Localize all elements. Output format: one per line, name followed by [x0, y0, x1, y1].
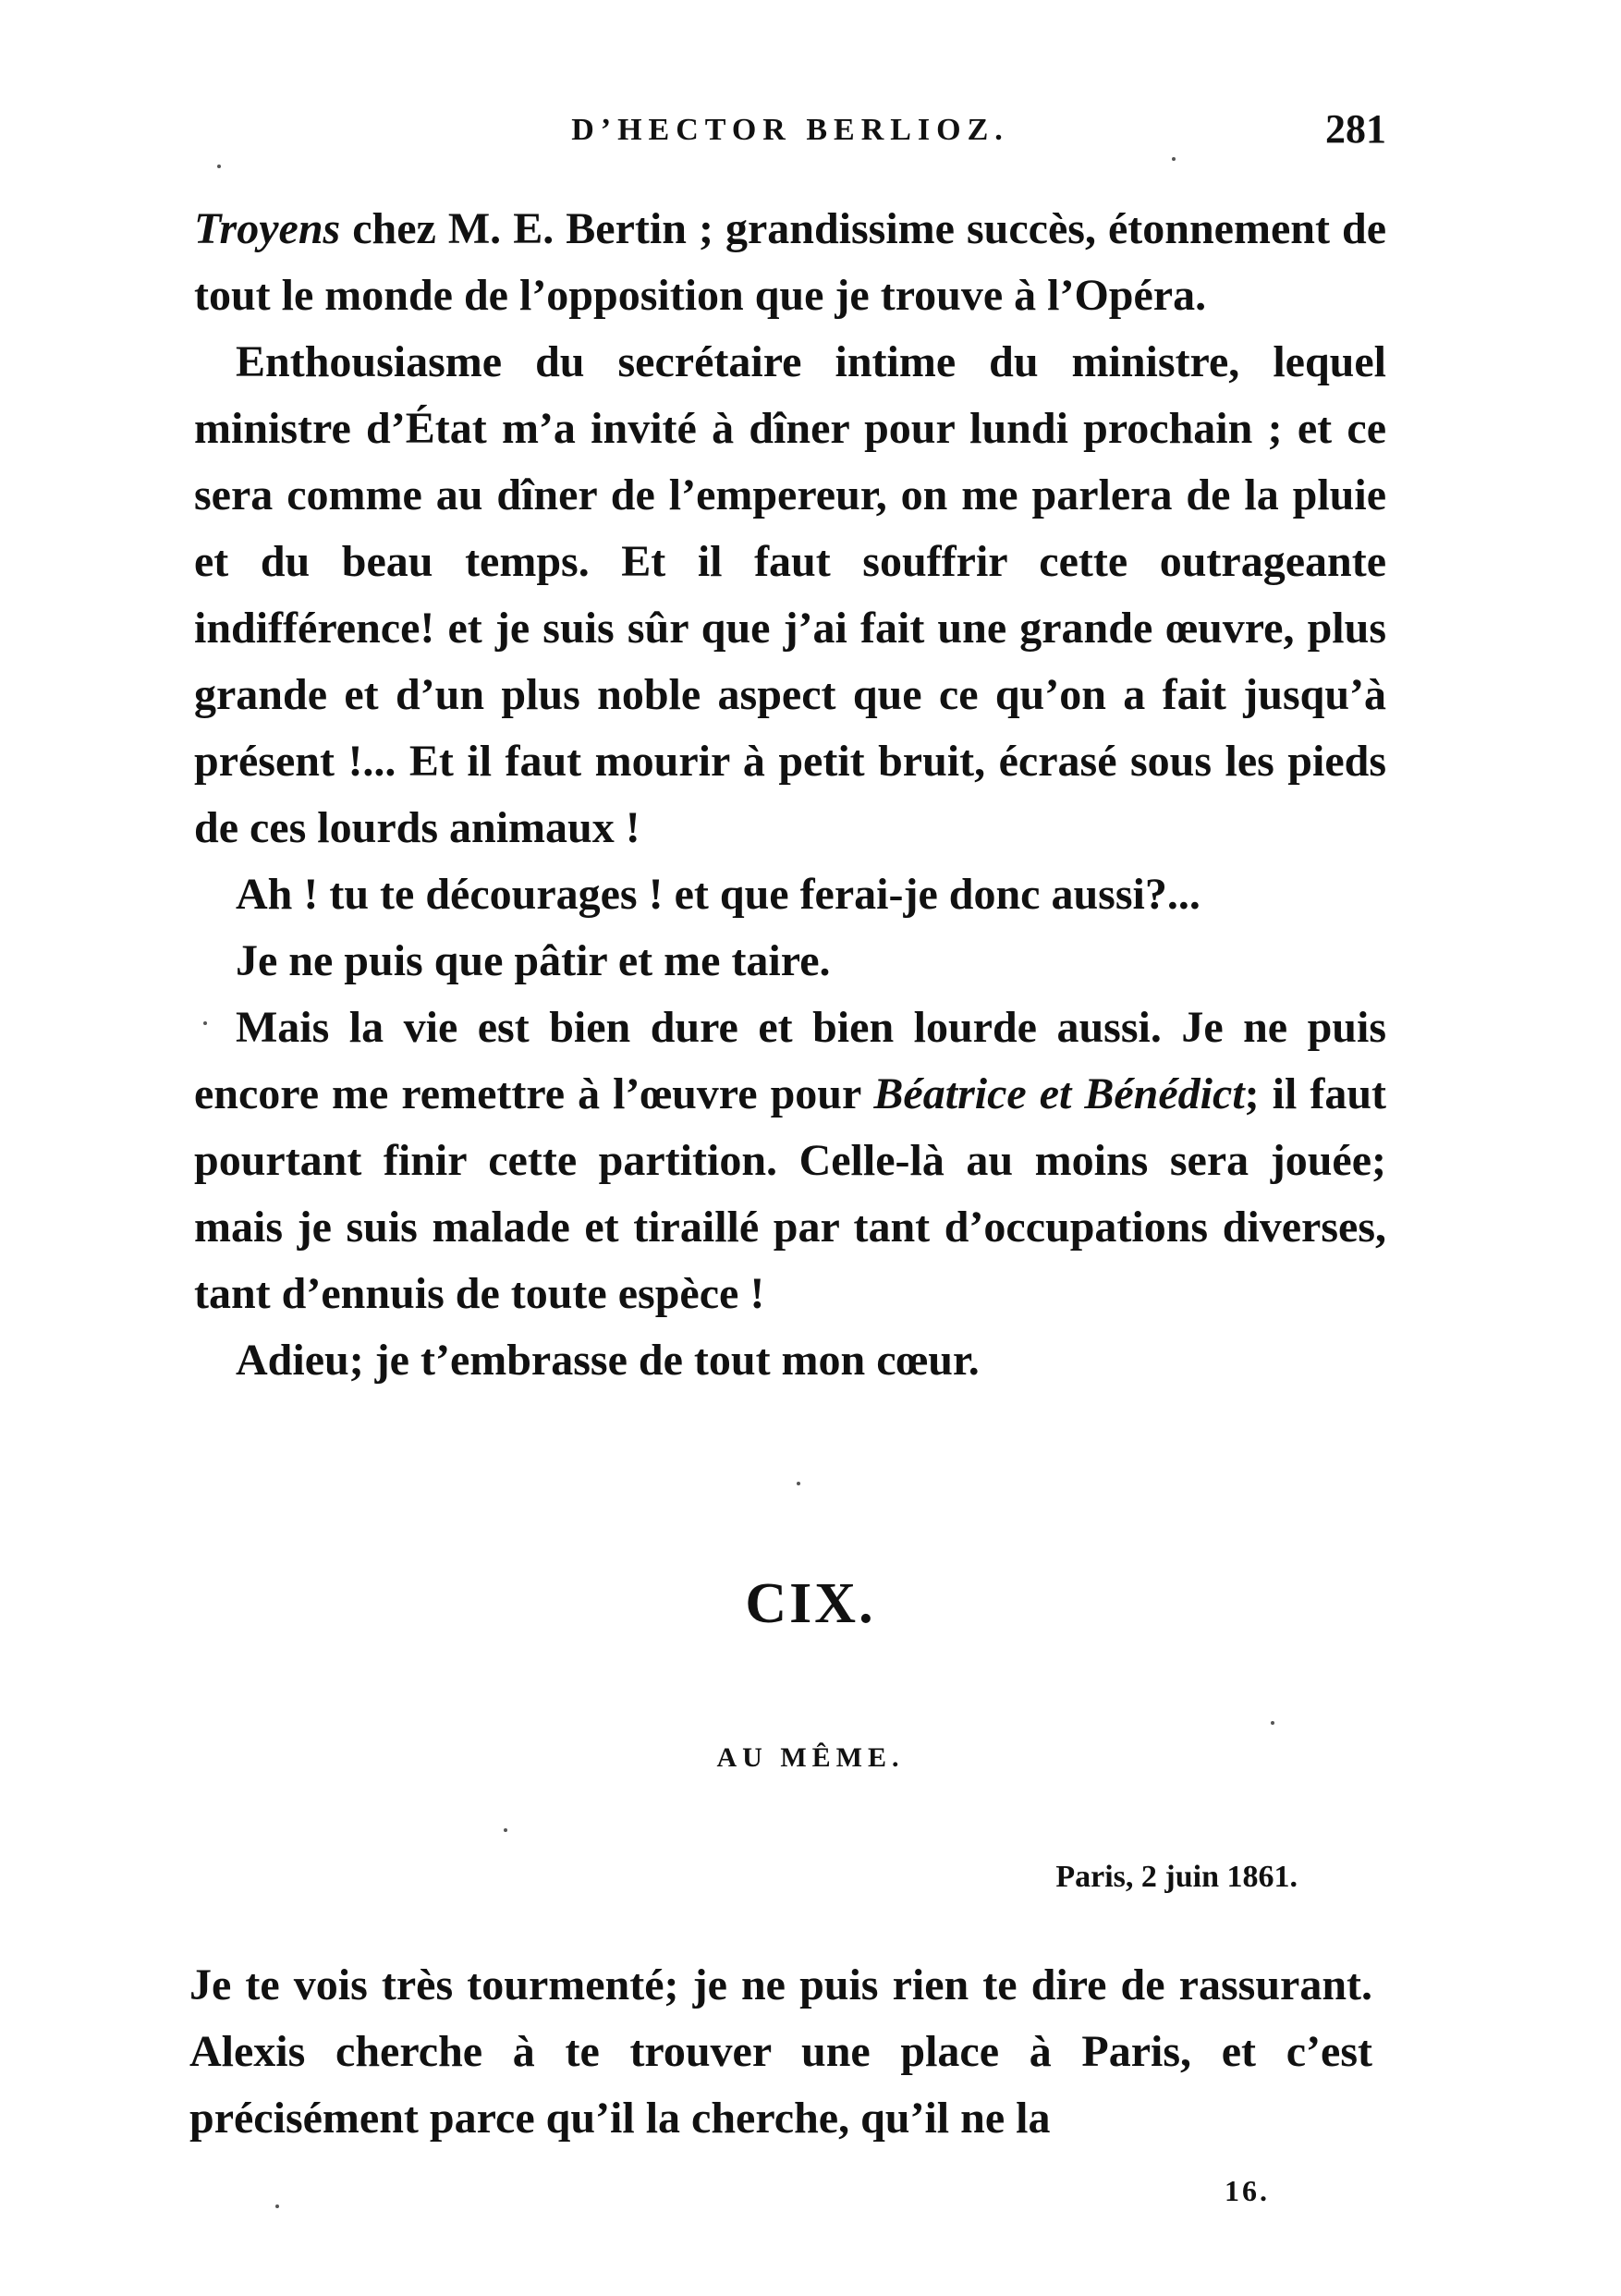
opera-title-troyens: Troyens [194, 204, 341, 253]
closing-line: Adieu; je t’embrasse de tout mon cœur. [236, 1336, 980, 1385]
print-speck [1271, 1721, 1274, 1725]
running-head [194, 102, 1386, 157]
letter-dateline: Paris, 2 juin 1861. [1055, 1860, 1298, 1894]
signature-mark: 16. [1225, 2174, 1270, 2207]
opera-title-beatrice: Béatrice et Bénédict [873, 1069, 1245, 1118]
print-speck [797, 1482, 800, 1485]
verse-line: Je ne puis que pâtir et me taire. [236, 936, 831, 985]
continued-letter-text [194, 196, 1386, 1394]
print-speck [217, 165, 221, 168]
paragraph-text: ; il faut pourtant finir cette partition. Celle-là au moins sera jouée; mais je suis malade et tiraillé par tant d’occupations diverses, tant d’ennuis de toute espèce ! [194, 1069, 1387, 1318]
running-title: D’HECTOR BERLIOZ. [571, 113, 1009, 147]
print-speck [203, 1021, 207, 1025]
paragraph [194, 196, 1386, 329]
print-speck [275, 2204, 279, 2208]
print-speck [504, 1828, 507, 1832]
paragraph [194, 995, 1386, 1327]
verse-line: Ah ! tu te décourages ! et que ferai-je donc aussi?... [236, 870, 1201, 919]
new-letter-text [189, 1952, 1372, 2152]
page-number: 281 [1325, 106, 1386, 152]
print-speck [1172, 157, 1176, 161]
paragraph-text: chez M. E. Bertin ; grandissime succès, étonnement de tout le monde de l’opposition que je trouve à l’Opéra. [194, 204, 1386, 320]
letter-number: CIX. [745, 1572, 876, 1635]
paragraph: Je te vois très tourmenté; je ne puis rien te dire de rassurant. Alexis cherche à te trouver une place à Paris, et c’est précisément parce qu’il la cherche, qu’il ne la [189, 1960, 1372, 2143]
paragraph-text: Mais la vie est bien dure et bien lourde aussi. Je ne puis encore me remettre à l’œuvre pour [194, 1003, 1386, 1118]
letter-recipient: AU MÊME. [716, 1742, 905, 1773]
paragraph: Enthousiasme du secrétaire intime du ministre, lequel ministre d’État m’a invité à dîner pour lundi prochain ; et ce sera comme au dîner de l’empereur, on me parlera de la pluie et du beau temps. Et il faut souffrir cette outrageante indifférence! et je suis sûr que j’ai fait une grande œuvre, plus grande et d’un plus noble aspect que ce qu’on a fait jusqu’à présent !... Et il faut mourir à petit bruit, écrasé sous les pieds de ces lourds animaux ! [194, 337, 1386, 852]
